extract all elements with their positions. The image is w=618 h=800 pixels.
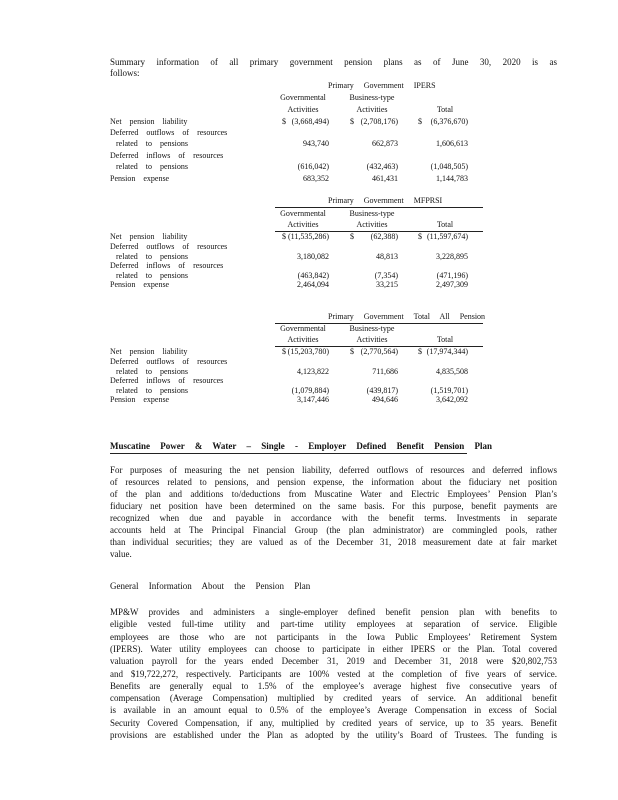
header-total: Total [436, 105, 454, 114]
value-governmental: 4,123,822 [297, 367, 329, 376]
value-governmental: (3,668,494) [291, 117, 329, 126]
table-title: Primary Government Total All Pension [328, 312, 486, 321]
header-business-type: Business-type [349, 209, 395, 218]
value-total: (1,048,505) [430, 162, 468, 171]
value-total: 1,144,783 [436, 174, 468, 183]
value-business-type: (7,354) [374, 271, 398, 280]
currency-sign: $ [418, 347, 422, 356]
value-total: (11,597,674) [426, 232, 468, 241]
currency-sign: $ [418, 232, 422, 241]
paragraph-line: Benefits are generally equal to 1.5% of the employee’s average highest five consecutive years of [110, 680, 557, 691]
row-label: Deferred inflows of resources [110, 151, 224, 160]
header-total: Total [436, 220, 454, 229]
paragraph-line: eligible vested full-time utility and part-time utility employees at separation of service. Eligible [110, 619, 557, 630]
row-label: related to pensions [116, 271, 188, 280]
row-label: Pension expense [110, 174, 170, 183]
row-label: Net pension liability [110, 347, 188, 356]
value-total: (17,974,344) [426, 347, 468, 356]
currency-sign: $ [350, 232, 354, 241]
row-label: related to pensions [116, 139, 188, 148]
section-heading: Muscatine Power & Water – Single - Employer Defined Benefit Pension Plan [110, 441, 493, 451]
value-total: (6,376,670) [430, 117, 468, 126]
value-governmental: (15,203,780) [287, 347, 329, 356]
paragraph-line: MP&W provides and administers a single-employer defined benefit pension plan with benefits to [110, 607, 557, 617]
header-business-type: Business-type [349, 324, 395, 333]
header-activities: Activities [356, 105, 388, 114]
paragraph-line: (IPERS). Water utility employees can choose to participate in either IPERS or the Plan. Total covered [110, 643, 557, 654]
row-label: Deferred outflows of resources [110, 357, 228, 366]
header-activities: Activities [287, 105, 319, 114]
paragraph-line: employees are those who are not participants in the Iowa Public Employees’ Retirement System [110, 631, 557, 642]
paragraph-line: valuation payroll for the years ended December 31, 2019 and December 31, 2018 were $20,802,753 [110, 656, 557, 667]
value-business-type: (432,463) [366, 162, 398, 171]
paragraph-line: provisions are established under the Plan as adopted by the utility’s Board of Trustees. The funding is [110, 730, 557, 740]
value-business-type: (439,817) [366, 386, 398, 395]
header-governmental: Governmental [280, 209, 326, 218]
value-business-type: 461,431 [372, 174, 398, 183]
value-governmental: (11,535,286) [287, 232, 329, 241]
paragraph-line: of the plan and additions to/deductions from Muscatine Water and Electric Employees’ Pension Plan’s [110, 489, 557, 499]
value-business-type: 48,813 [376, 252, 398, 261]
row-label: Pension expense [110, 395, 170, 404]
paragraph-line: and $19,722,272, respectively. Participants are 100% vested at the completion of five years of service. [110, 668, 557, 679]
row-label: Pension expense [110, 280, 170, 289]
value-business-type: 33,215 [376, 280, 398, 289]
value-governmental: 3,147,446 [297, 395, 329, 404]
value-governmental: 3,180,082 [297, 252, 329, 261]
row-label: Net pension liability [110, 232, 188, 241]
header-activities: Activities [287, 335, 319, 344]
row-label: Deferred inflows of resources [110, 376, 224, 385]
value-total: 3,228,895 [436, 252, 468, 261]
row-label: Deferred inflows of resources [110, 261, 224, 270]
subheading: General Information About the Pension Plan [110, 581, 311, 591]
header-governmental: Governmental [280, 93, 326, 102]
value-business-type: 711,686 [372, 367, 398, 376]
row-label: Deferred outflows of resources [110, 128, 228, 137]
table-rule [275, 207, 483, 208]
value-business-type: 494,646 [372, 395, 398, 404]
value-governmental: (1,079,884) [291, 386, 329, 395]
paragraph-line: is available in an amount equal to 0.5% of the employee’s Average Compensation in excess of Social [110, 705, 557, 716]
value-total: 4,835,508 [436, 367, 468, 376]
row-label: related to pensions [116, 386, 188, 395]
value-governmental: (463,842) [297, 271, 329, 280]
currency-sign: $ [282, 117, 286, 126]
paragraph-line: Security Covered Compensation, if any, multiplied by credited years of service, up to 35 years. Benefit [110, 717, 557, 728]
currency-sign: $ [350, 117, 354, 126]
header-governmental: Governmental [280, 324, 326, 333]
value-governmental: (616,042) [297, 162, 329, 171]
table-title: Primary Government IPERS [328, 81, 436, 90]
value-total: (1,519,701) [430, 386, 468, 395]
row-label: related to pensions [116, 162, 188, 171]
value-business-type: (2,708,176) [360, 117, 398, 126]
value-governmental: 683,352 [303, 174, 329, 183]
row-label: Deferred outflows of resources [110, 242, 228, 251]
paragraph-line: value. [110, 549, 132, 559]
value-business-type: (2,770,564) [360, 347, 398, 356]
value-governmental: 943,740 [303, 139, 329, 148]
summary-intro: Summary information of all primary government pension plans as of June 30, 2020 is as follows: [110, 57, 557, 78]
paragraph-line: of resources related to pensions, and pension expense, the information about the fiduciary net position [110, 477, 557, 487]
header-total: Total [436, 335, 454, 344]
header-business-type: Business-type [349, 93, 395, 102]
value-total: (471,196) [436, 271, 468, 280]
currency-sign: $ [282, 347, 286, 356]
value-total: 3,642,092 [436, 395, 468, 404]
value-total: 1,606,613 [436, 139, 468, 148]
paragraph-line: fiduciary net position have been determined on the same basis. For this purpose, benefit payments are [110, 501, 557, 511]
value-business-type: 662,873 [372, 139, 398, 148]
paragraph-line: recognized when due and payable in accordance with the benefit terms. Investments in separate [110, 513, 557, 523]
header-activities: Activities [356, 335, 388, 344]
paragraph-line: accounts held at The Principal Financial Group (the plan administrator) are commingled pools, rather [110, 525, 557, 535]
row-label: related to pensions [116, 252, 188, 261]
paragraph-line: For purposes of measuring the net pension liability, deferred outflows of resources and deferred inflows [110, 465, 557, 475]
paragraph-line: than individual securities; they are valued as of the December 31, 2018 measurement date at fair market [110, 537, 557, 547]
table-title: Primary Government MFPRSI [328, 196, 443, 205]
header-activities: Activities [287, 220, 319, 229]
currency-sign: $ [418, 117, 422, 126]
currency-sign: $ [282, 232, 286, 241]
value-total: 2,497,309 [436, 280, 468, 289]
section-heading-underline [110, 453, 467, 454]
row-label: related to pensions [116, 367, 188, 376]
value-business-type: (62,388) [370, 232, 398, 241]
paragraph-line: compensation (Average Compensation) multiplied by credited years of service. An additional benefit [110, 693, 557, 704]
row-label: Net pension liability [110, 117, 188, 126]
header-activities: Activities [356, 220, 388, 229]
currency-sign: $ [350, 347, 354, 356]
value-governmental: 2,464,094 [297, 280, 329, 289]
